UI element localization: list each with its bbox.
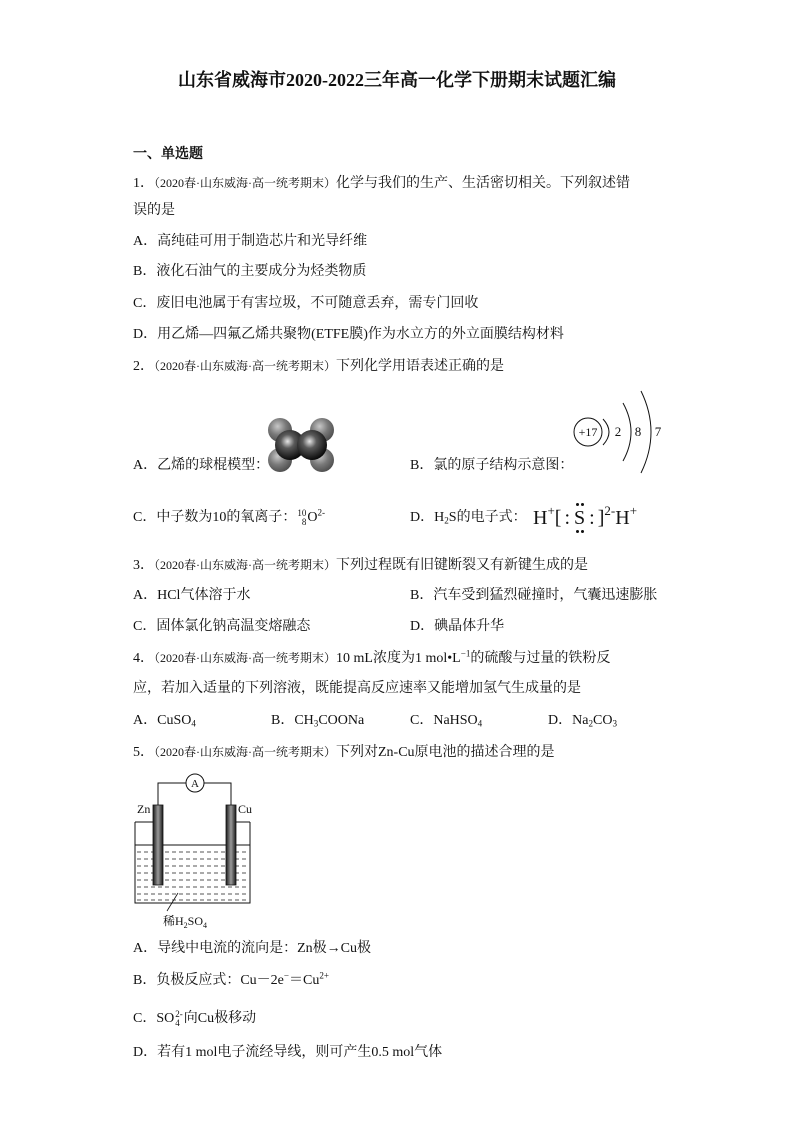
q4-option-b: [271, 711, 364, 731]
mass-number: 10: [297, 507, 307, 518]
formula-h-left-charge: +: [547, 503, 555, 518]
electron-pair-bottom: [576, 530, 579, 533]
shell-3-electrons: 7: [654, 424, 662, 439]
sulfate-charge: 2-: [175, 1008, 183, 1019]
formula-bracket-charge: 2-: [604, 503, 616, 518]
ammeter-label: A: [191, 778, 199, 790]
q4-option-a-pre: A．CuSO: [133, 713, 192, 728]
solution-leader-line: [167, 893, 178, 911]
atomic-number: 8: [301, 516, 307, 527]
q1-option-c: C．废旧电池属于有害垃圾，不可随意丢弃，需专门回收: [133, 296, 479, 311]
formula-colon-left: :: [564, 507, 571, 529]
q4-option-b-post: COONa: [318, 713, 365, 728]
q3-option-b: B．汽车受到猛烈碰撞时，气囊迅速膨胀: [410, 588, 658, 603]
q4-option-b-pre: B．CH: [271, 713, 314, 728]
q1-option-d: D．用乙烯—四氟乙烯共聚物(ETFE膜)作为水立方的外立面膜结构材料: [133, 327, 564, 342]
section-title: 一、单选题: [133, 147, 203, 162]
q5-option-a: A．导线中电流的流向是：Zn极→Cu极: [133, 941, 371, 956]
solution-label: [163, 913, 207, 930]
q3-option-d: D．碘晶体升华: [410, 619, 505, 634]
electron-shell-arc-3: [641, 391, 651, 473]
q1-option-b: B．液化石油气的主要成分为烃类物质: [133, 264, 367, 279]
electron-pair-top: [576, 503, 579, 506]
document-title: 山东省威海市2020-2022三年高一化学下册期末试题汇编: [178, 70, 616, 90]
q2-option-a: A．乙烯的球棍模型：: [133, 458, 270, 473]
q5-option-d: D．若有1 mol电子流经导线，则可产生0.5 mol气体: [133, 1045, 443, 1060]
q4-option-c-sub: 4: [477, 718, 483, 729]
q5-option-b: [133, 971, 329, 991]
q5-option-b-sup1: −: [283, 970, 290, 981]
q4-option-d-sub2: 3: [612, 718, 617, 729]
q4-stem-pre: 10 mL浓度为1 mol•L: [336, 651, 461, 666]
electron-shell-arc-1: [603, 419, 609, 445]
q5-stem-text: 下列对Zn-Cu原电池的描述合理的是: [336, 745, 555, 760]
q5-source: （2020春·山东威海·高一统考期末）: [154, 745, 336, 759]
q4-number: 4．: [133, 651, 154, 666]
zn-label: Zn: [137, 802, 151, 816]
q3-number: 3．: [133, 558, 154, 573]
q4-option-a: [133, 711, 196, 731]
q2-number: 2．: [133, 359, 154, 374]
q2-option-d-label-post: S的电子式：: [448, 510, 527, 525]
q3-stem: [133, 555, 588, 575]
formula-center-atom: S: [574, 507, 586, 529]
q5-option-b-mid: ＝Cu: [289, 973, 320, 988]
q4-option-c: [410, 711, 482, 731]
cu-label: Cu: [238, 802, 253, 816]
oxygen-symbol: O: [307, 510, 318, 525]
sulfate-subscript: 4: [175, 1017, 180, 1028]
carbon-ball-right: [297, 430, 327, 460]
q3-source: （2020春·山东威海·高一统考期末）: [154, 558, 336, 572]
copper-electrode: [226, 805, 236, 885]
wire-left: [158, 783, 186, 805]
zinc-electrode: [153, 805, 163, 885]
formula-h-right-charge: +: [629, 503, 638, 518]
q4-option-a-sub: 4: [191, 718, 196, 729]
q1-option-a: A．高纯硅可用于制造芯片和光导纤维: [133, 234, 368, 249]
q1-stem-line2: 误的是: [133, 203, 175, 218]
q4-source: （2020春·山东威海·高一统考期末）: [154, 651, 336, 665]
formula-colon-right: :: [589, 507, 595, 529]
formula-center-atom-group: [574, 504, 585, 532]
q4-stem-sup: −1: [460, 648, 471, 659]
q3-option-a: A．HCl气体溶于水: [133, 588, 251, 603]
zn-cu-galvanic-cell-diagram: [128, 768, 258, 933]
ethylene-ball-stick-model: [266, 415, 338, 475]
q2-option-d-label-pre: D．H: [410, 510, 445, 525]
nucleus-charge: +17: [578, 425, 598, 439]
q4-stem-post: 的硫酸与过量的铁粉反: [470, 651, 611, 666]
q3-stem-text: 下列过程既有旧键断裂又有新键生成的是: [336, 558, 588, 573]
q5-option-c-post: 向Cu极移动: [183, 1011, 257, 1026]
q1-number: 1．: [133, 176, 154, 191]
formula-h-right: H: [615, 507, 630, 529]
wire-right: [204, 783, 231, 805]
q2-option-d-label-sub: 2: [444, 515, 449, 526]
formula-open-bracket: [: [554, 507, 562, 529]
solution-label-sub2: 4: [203, 921, 208, 930]
q2-stem-text: 下列化学用语表述正确的是: [336, 359, 504, 374]
q4-option-b-sub: 3: [313, 718, 319, 729]
q5-option-c-pre: C．SO: [133, 1011, 175, 1026]
q4-stem-line2: 应，若加入适量的下列溶液，既能提高反应速率又能增加氢气生成量的是: [133, 681, 581, 696]
q1-stem-line1: [133, 173, 630, 193]
q1-stem-text: 化学与我们的生产、生活密切相关。下列叙述错: [336, 176, 630, 191]
solution-label-mid: SO: [187, 914, 204, 928]
solution-label-pre: 稀H: [163, 914, 184, 928]
q4-stem-line1: [133, 648, 610, 668]
oxygen-ion-charge: 2-: [317, 507, 326, 518]
q2-option-c: [133, 508, 325, 528]
electron-shell-arc-2: [623, 403, 631, 461]
h2s-electron-formula: [533, 504, 637, 532]
formula-close-bracket: ]: [597, 507, 605, 529]
q4-option-d-pre: D．Na: [548, 713, 589, 728]
q4-option-d: [548, 711, 617, 731]
q5-option-c: [133, 1009, 256, 1029]
sulfate-sub-sup: [175, 1010, 183, 1028]
oxygen-nuclide-numbers: [297, 509, 306, 527]
q3-option-c: C．固体氯化钠高温变熔融态: [133, 619, 311, 634]
q2-option-c-label: C．中子数为10的氧离子：: [133, 510, 297, 525]
q5-option-b-pre: B．负极反应式：Cu－2e: [133, 973, 284, 988]
q5-stem: [133, 742, 555, 762]
q1-source: （2020春·山东威海·高一统考期末）: [154, 176, 336, 190]
q4-option-c-pre: C．NaHSO: [410, 713, 478, 728]
shell-2-electrons: 8: [634, 424, 642, 439]
q2-option-d: [410, 508, 527, 528]
formula-h-left: H: [533, 507, 548, 529]
q4-option-d-sub1: 2: [588, 718, 593, 729]
q5-option-b-sup2: 2+: [319, 970, 330, 981]
q4-option-d-mid: CO: [592, 713, 613, 728]
shell-1-electrons: 2: [614, 424, 622, 439]
q2-option-b: B．氯的原子结构示意图：: [410, 458, 574, 473]
q2-source: （2020春·山东威海·高一统考期末）: [154, 359, 336, 373]
solution-label-sub1: 2: [183, 921, 188, 930]
q5-number: 5．: [133, 745, 154, 760]
chlorine-atom-structure-diagram: [565, 388, 665, 480]
q2-stem: [133, 356, 504, 376]
